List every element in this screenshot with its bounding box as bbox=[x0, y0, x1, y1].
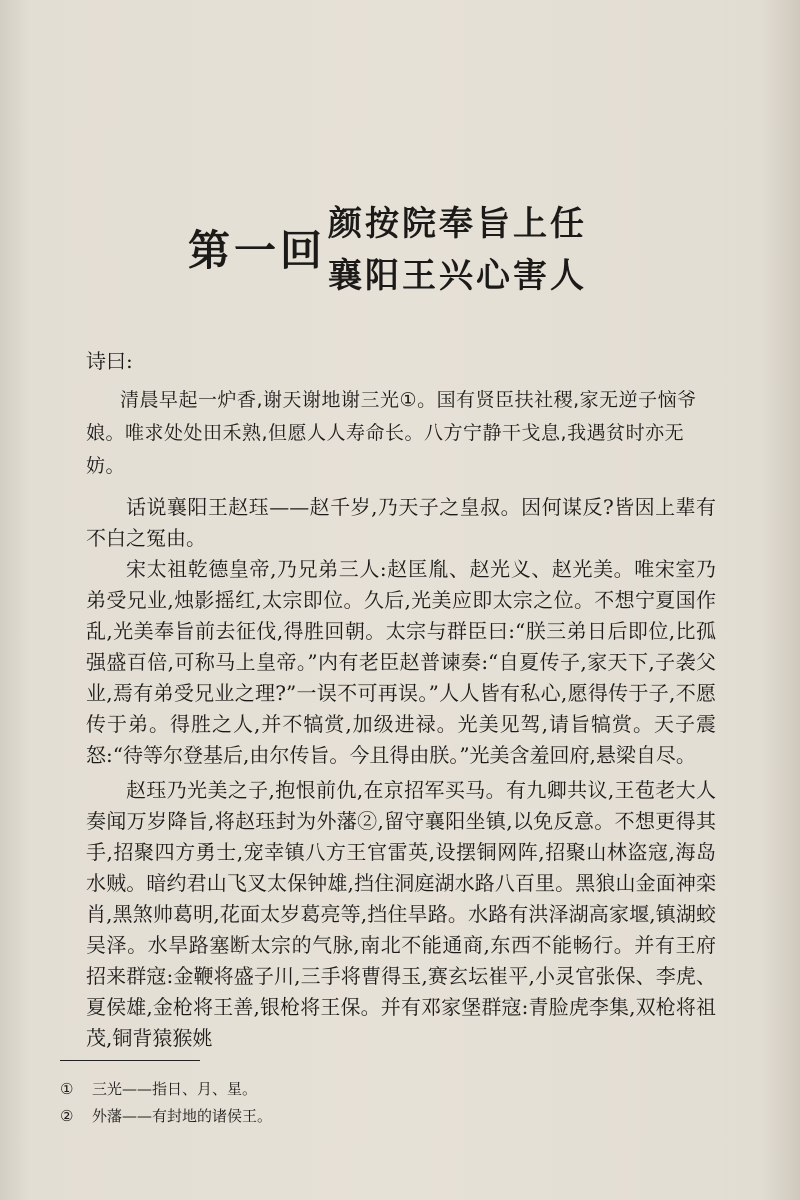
footnotes bbox=[60, 1076, 620, 1130]
paragraph-2: 宋太祖乾德皇帝,乃兄弟三人:赵匡胤、赵光义、赵光美。唯宋室乃弟受兄业,烛影摇红,太宗即位。久后,光美应即太宗之位。不想宁夏国作乱,光美奉旨前去征伐,得胜回朝。太宗与群臣曰:“朕三弟日后即位,比孤强盛百倍,可称马上皇帝。”内有老臣赵普谏奏:“自夏传子,家天下,子袭父业,焉有弟受兄业之理?”一误不可再误。”人人皆有私心,愿得传于子,不愿传于弟。得胜之人,并不犒赏,加级进禄。光美见驾,请旨犒赏。天子震怒:“待等尔登基后,由尔传旨。今且得由朕。”光美含羞回府,悬梁自尽。 bbox=[86, 557, 716, 767]
chapter-heading bbox=[188, 196, 708, 306]
footnote-1 bbox=[60, 1076, 620, 1103]
bleed-through-header bbox=[300, 34, 760, 56]
footnote-marker: ② bbox=[60, 1107, 74, 1125]
chapter-title-line-2: 襄阳王兴心害人 bbox=[328, 256, 587, 296]
footnote-marker: ① bbox=[60, 1080, 74, 1098]
paragraph-1: 话说襄阳王赵珏——赵千岁,乃天子之皇叔。因何谋反?皆因上辈有不白之冤由。 bbox=[86, 495, 716, 550]
poem-label: 诗曰: bbox=[86, 349, 133, 373]
chapter-title-line-1: 颜按院奉旨上任 bbox=[328, 204, 587, 244]
footnote-text: 外藩——有封地的诸侯王。 bbox=[92, 1107, 273, 1125]
poem-text: 清晨早起一炉香,谢天谢地谢三光①。国有贤臣扶社稷,家无逆子恼爷娘。唯求处处田禾熟,但愿人人寿命长。八方宁静干戈息,我遇贫时亦无妨。 bbox=[86, 389, 697, 477]
footnote-2 bbox=[60, 1103, 620, 1130]
footnote-text: 三光——指日、月、星。 bbox=[92, 1080, 258, 1098]
paragraph-3: 赵珏乃光美之子,抱恨前仇,在京招军买马。有九卿共议,王苞老大人奏闻万岁降旨,将赵珏封为外藩②,留守襄阳坐镇,以免反意。不想更得其手,招聚四方勇士,宠幸镇八方王官雷英,设摆铜网阵,招聚山林盗寇,海岛水贼。暗约君山飞叉太保钟雄,挡住洞庭湖水路八百里。黑狼山金面神栾肖,黑煞帅葛明,花面太岁葛亮等,挡住旱路。水路有洪泽湖高家堰,镇湖蛟吴泽。水旱路塞断太宗的气脉,南北不能通商,东西不能畅行。并有王府招来群寇:金鞭将盛子川,三手将曹得玉,赛玄坛崔平,小灵官张保、李虎、夏侯雄,金枪将王善,银枪将王保。并有邓家堡群寇:青脸虎李集,双枪将祖茂,铜背猿猴姚 bbox=[86, 778, 716, 1050]
chapter-number: 第一回 bbox=[188, 226, 327, 275]
footnote-divider bbox=[60, 1060, 200, 1061]
